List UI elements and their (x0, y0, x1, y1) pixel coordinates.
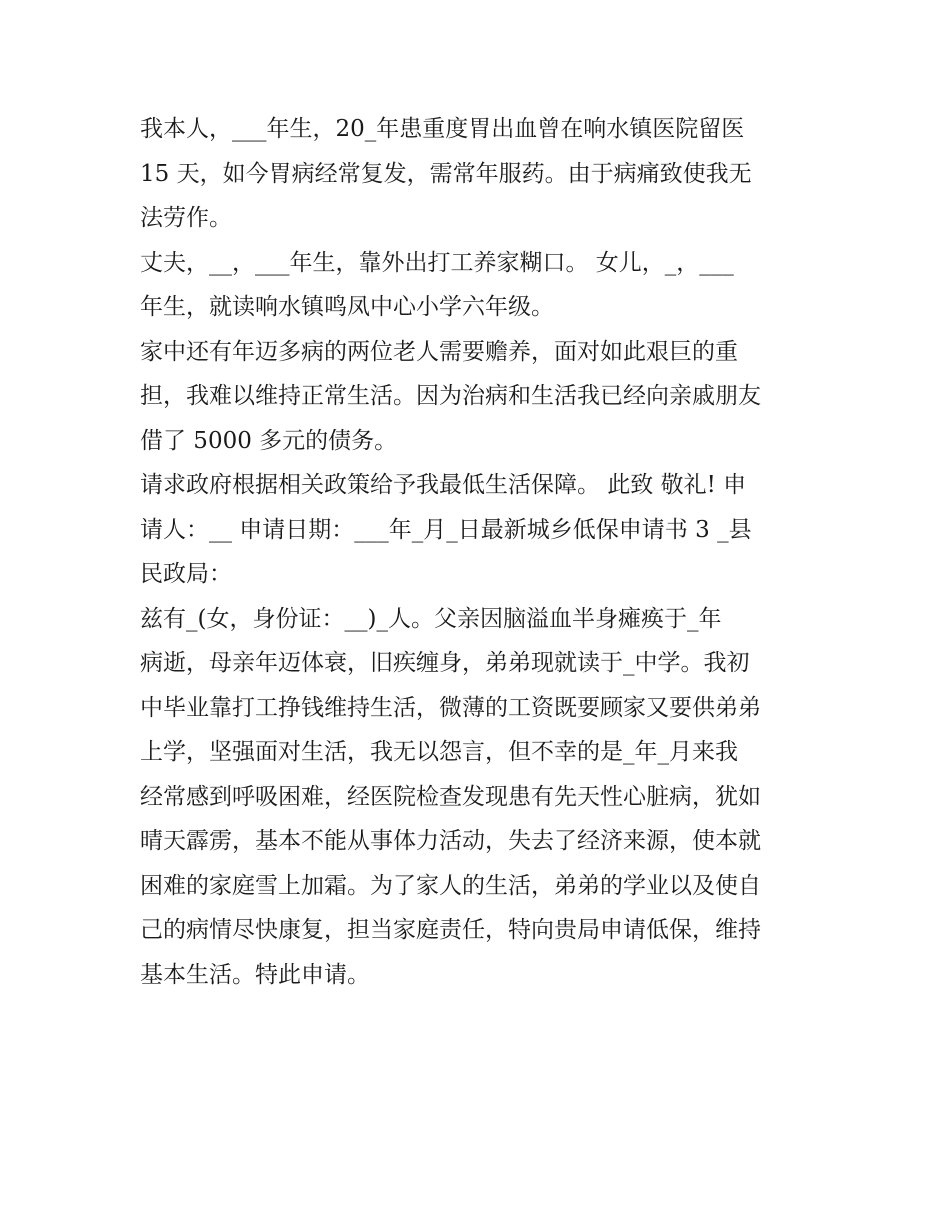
text-line: 兹有_(女，身份证：__)_人。父亲因脑溢血半身瘫痪于_年 (140, 605, 722, 632)
text-line: 法劳作。 (140, 205, 232, 231)
text-line: 借了 5000 多元的债务。 (140, 427, 398, 454)
text-line: 请人：__ 申请日期：___年_月_日最新城乡低保申请书 3 _县 (140, 516, 752, 543)
text-line: 晴天霹雳，基本不能从事体力活动，失去了经济来源，使本就 (140, 828, 761, 854)
text-line: 病逝，母亲年迈体衰，旧疾缠身，弟弟现就读于_中学。我初 (140, 650, 750, 676)
paragraph-applicant-illness (140, 107, 820, 241)
text-line: 上学，坚强面对生活，我无以怨言，但不幸的是_年_月来我 (140, 739, 738, 765)
text-line: 我本人，___年生，20_年患重度胃出血曾在响水镇医院留医 (140, 116, 745, 142)
document-body (140, 107, 820, 997)
text-line: 中毕业靠打工挣钱维持生活，微薄的工资既要顾家又要供弟弟 (140, 694, 761, 721)
text-line: 基本生活。特此申请。 (140, 961, 370, 988)
text-line: 请求政府根据相关政策给予我最低生活保障。 此致 敬礼! 申 (140, 472, 747, 498)
paragraph-household-burden (140, 330, 820, 464)
text-line: 担，我难以维持正常生活。因为治病和生活我已经向亲戚朋友 (140, 383, 761, 409)
text-line: 家中还有年迈多病的两位老人需要赡养，面对如此艰巨的重 (140, 338, 738, 365)
text-line: 困难的家庭雪上加霜。为了家人的生活，弟弟的学业以及使自 (140, 872, 761, 899)
text-line: 民政局： (140, 561, 232, 587)
paragraph-request-signature (140, 463, 820, 597)
text-line: 己的病情尽快康复，担当家庭责任，特向贵局申请低保，维持 (140, 917, 761, 943)
text-line: 经常感到呼吸困难，经医院检查发现患有先天性心脏病，犹如 (140, 783, 761, 810)
text-line: 年生，就读响水镇鸣凤中心小学六年级。 (140, 294, 554, 320)
text-line: 15 天，如今胃病经常复发，需常年服药。由于病痛致使我无 (140, 160, 752, 187)
text-line: 丈夫，__，___年生，靠外出打工养家糊口。 女儿，_，___ (140, 249, 734, 276)
paragraph-second-application (140, 597, 820, 998)
paragraph-family-members (140, 241, 820, 330)
